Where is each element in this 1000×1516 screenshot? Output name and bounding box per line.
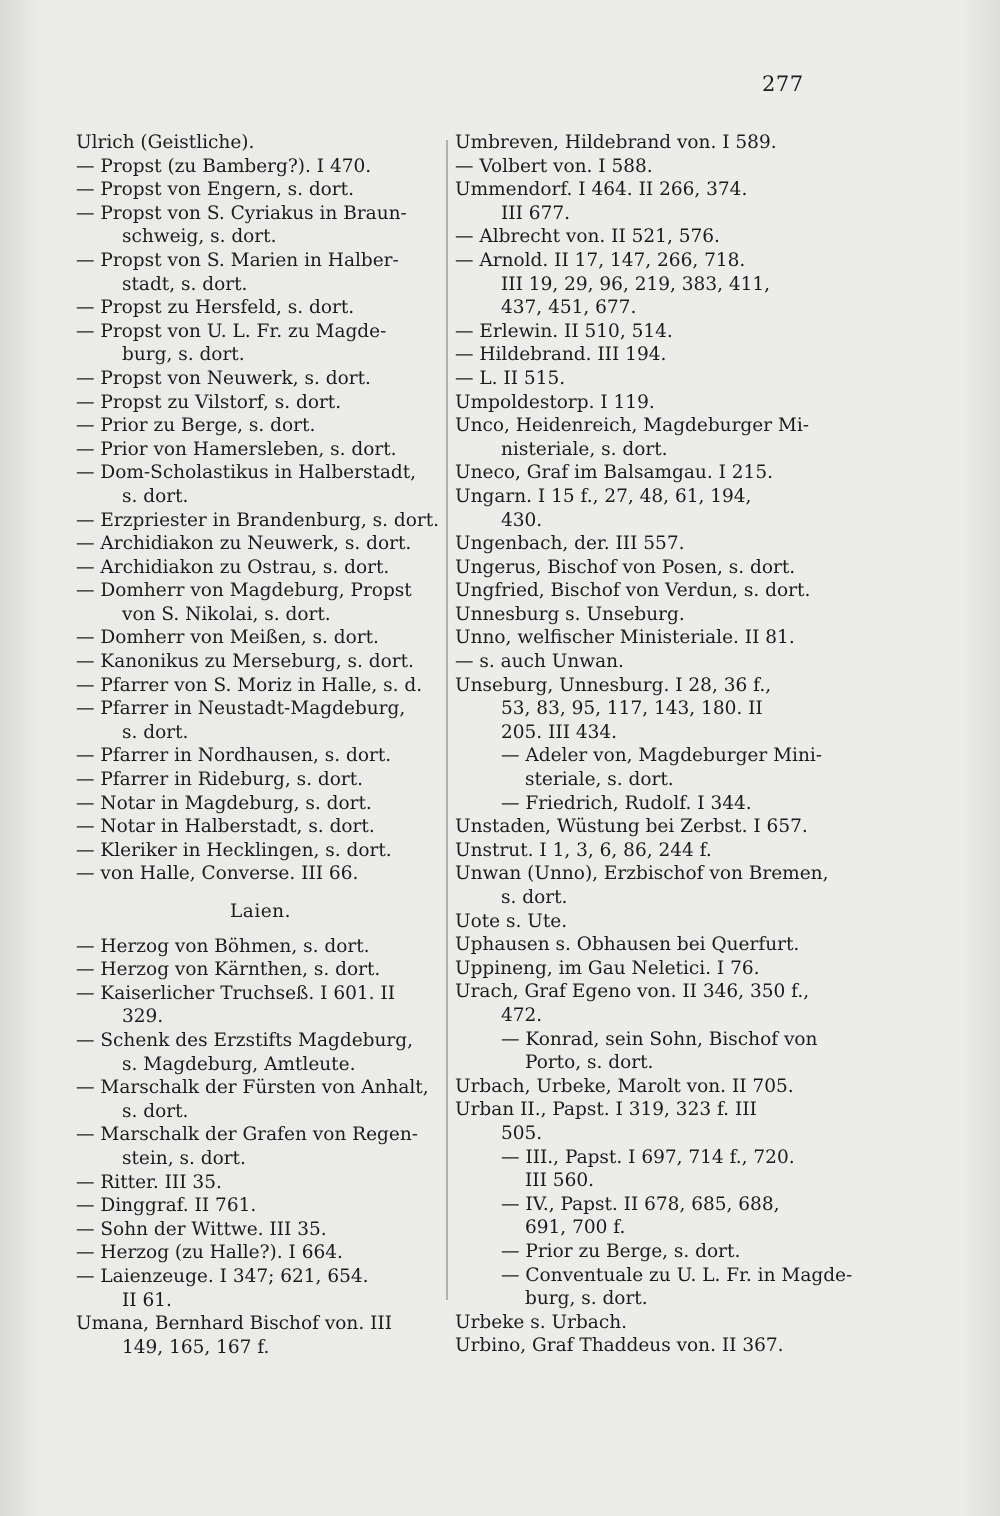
index-entry-line: Unstrut. I 1, 3, 6, 86, 244 f.	[455, 839, 712, 861]
index-entry	[76, 1241, 438, 1265]
index-entry	[455, 461, 823, 485]
index-entry	[455, 1311, 823, 1335]
index-entry-line: — Kleriker in Hecklingen, s. dort.	[76, 839, 392, 861]
index-entry	[455, 249, 823, 320]
index-entry-line: — Archidiakon zu Ostrau, s. dort.	[76, 556, 390, 578]
index-entry-line: — Erlewin. II 510, 514.	[455, 320, 673, 342]
index-entry-line: Ungenbach, der. III 557.	[455, 533, 685, 555]
index-entry	[455, 556, 823, 580]
index-entry-line: — Propst zu Hersfeld, s. dort.	[76, 297, 355, 319]
index-entry-line: — Ritter. III 35.	[76, 1171, 222, 1193]
index-entry-line: — von Halle, Converse. III 66.	[76, 863, 359, 885]
index-entry-line: — Propst von Engern, s. dort.	[76, 179, 354, 201]
index-entry	[76, 1029, 438, 1076]
index-entry	[455, 839, 823, 863]
index-entry-line: — Pfarrer in Nordhausen, s. dort.	[76, 745, 392, 767]
index-entry	[455, 957, 823, 981]
page-number: 277	[762, 72, 804, 96]
index-entry-line: — L. II 515.	[455, 367, 566, 389]
index-entry-line: — Kanonikus zu Merseburg, s. dort.	[76, 651, 414, 673]
index-entry-line: — Pfarrer von S. Moriz in Halle, s. d.	[76, 674, 423, 696]
index-entry-line: — Arnold. II 17, 147, 266, 718.	[455, 249, 746, 271]
index-entry-line: 205. III 434.	[501, 721, 618, 743]
index-entry	[76, 650, 438, 674]
index-entry-line: — Prior von Hamersleben, s. dort.	[76, 438, 397, 460]
index-entry-line: — Prior zu Berge, s. dort.	[76, 415, 316, 437]
index-entry	[455, 910, 823, 934]
index-entry	[76, 958, 438, 982]
index-entry-line: 149, 165, 167 f.	[122, 1336, 270, 1358]
index-entry	[455, 367, 823, 391]
index-entry-line: — Pfarrer in Neustadt-Magdeburg,	[76, 698, 406, 720]
index-entry	[455, 1264, 853, 1311]
index-entry-line: — Propst zu Vilstorf, s. dort.	[76, 391, 342, 413]
index-entry-line: — Adeler von, Magdeburger Mini-	[501, 745, 823, 767]
index-entry-line: s. dort.	[122, 721, 189, 743]
left-list-geistliche	[76, 131, 438, 886]
index-entry-line: burg, s. dort.	[122, 344, 245, 366]
index-entry-line: III 677.	[501, 202, 570, 224]
index-entry-line: — Domherr von Magdeburg, Propst	[76, 580, 412, 602]
index-entry-line: Uote s. Ute.	[455, 910, 568, 932]
index-entry-line: schweig, s. dort.	[122, 226, 277, 248]
index-entry-line: stein, s. dort.	[122, 1147, 246, 1169]
index-entry	[455, 933, 823, 957]
index-entry	[76, 1312, 438, 1359]
index-entry-line: — Herzog (zu Halle?). I 664.	[76, 1242, 343, 1264]
index-entry	[76, 461, 438, 508]
index-entry	[455, 674, 823, 745]
index-entry	[455, 1240, 823, 1264]
index-entry-line: s. dort.	[122, 1100, 189, 1122]
index-entry	[76, 556, 438, 580]
index-entry	[455, 155, 823, 179]
index-entry-line: s. dort.	[501, 887, 568, 908]
index-entry	[76, 155, 438, 179]
index-entry-line: Urbino, Graf Thaddeus von. II 367.	[455, 1335, 784, 1357]
index-entry	[76, 697, 438, 744]
index-entry	[76, 1076, 438, 1123]
index-entry-line: Ulrich (Geistliche).	[76, 132, 255, 153]
index-entry	[76, 1194, 438, 1218]
index-entry	[455, 1334, 823, 1358]
index-entry	[76, 982, 438, 1029]
index-entry	[76, 626, 438, 650]
index-entry	[455, 1028, 823, 1075]
index-entry-line: — Dinggraf. II 761.	[76, 1195, 257, 1217]
index-entry	[455, 579, 823, 603]
index-entry-line: Uppineng, im Gau Neletici. I 76.	[455, 957, 760, 979]
index-entry-line: — Schenk des Erzstifts Magdeburg,	[76, 1029, 413, 1051]
index-entry-line: Umpoldestorp. I 119.	[455, 391, 655, 413]
index-entry	[76, 839, 438, 863]
index-entry	[455, 980, 823, 1027]
index-entry	[76, 579, 438, 626]
index-entry-line: — s. auch Unwan.	[455, 651, 624, 673]
index-entry-line: Ungfried, Bischof von Verdun, s. dort.	[455, 580, 811, 602]
index-entry	[455, 1098, 823, 1145]
index-entry	[455, 862, 829, 909]
index-entry-line: — Kaiserlicher Truchseß. I 601. II	[76, 982, 396, 1004]
index-entry-line: Urach, Graf Egeno von. II 346, 350 f.,	[455, 981, 810, 1003]
index-entry	[76, 1123, 438, 1170]
index-entry	[455, 532, 823, 556]
index-entry-line: 472.	[501, 1004, 543, 1026]
index-entry-line: — Conventuale zu U. L. Fr. in Magde-	[501, 1264, 853, 1286]
column-divider	[446, 140, 448, 1300]
index-entry	[455, 792, 823, 816]
index-entry	[455, 391, 823, 415]
index-entry-line: — Erzpriester in Brandenburg, s. dort.	[76, 509, 440, 531]
index-entry	[76, 178, 438, 202]
index-entry-line: — Domherr von Meißen, s. dort.	[76, 627, 379, 649]
index-entry	[455, 1075, 823, 1099]
index-entry-line: 437, 451, 677.	[501, 297, 637, 319]
index-entry-line: — Propst von U. L. Fr. zu Magde-	[76, 320, 387, 342]
index-entry-line: — Albrecht von. II 521, 576.	[455, 226, 720, 248]
index-entry	[455, 320, 823, 344]
index-entry	[76, 935, 438, 959]
index-entry	[76, 509, 438, 533]
index-entry-line: stadt, s. dort.	[122, 273, 248, 295]
index-entry-line: nisteriale, s. dort.	[501, 438, 668, 460]
index-entry-line: — Konrad, sein Sohn, Bischof von	[501, 1028, 818, 1050]
index-entry	[455, 131, 823, 155]
index-entry-line: Unnesburg s. Unseburg.	[455, 603, 685, 625]
index-entry	[455, 343, 823, 367]
index-entry-line: — IV., Papst. II 678, 685, 688,	[501, 1193, 780, 1215]
index-entry	[76, 768, 438, 792]
index-entry-line: Urbeke s. Urbach.	[455, 1311, 627, 1333]
index-entry-line: — Sohn der Wittwe. III 35.	[76, 1218, 327, 1240]
index-entry	[455, 626, 823, 650]
index-entry-line: Uneco, Graf im Balsamgau. I 215.	[455, 462, 773, 484]
index-entry	[76, 131, 438, 155]
index-entry-line: Porto, s. dort.	[525, 1052, 654, 1074]
index-entry-line: — Notar in Halberstadt, s. dort.	[76, 816, 375, 838]
index-entry-line: — III., Papst. I 697, 714 f., 720.	[501, 1146, 795, 1168]
index-entry-line: Umbreven, Hildebrand von. I 589.	[455, 132, 777, 153]
index-entry-line: — Laienzeuge. I 347; 621, 654.	[76, 1265, 369, 1287]
index-entry-line: — Marschalk der Grafen von Regen-	[76, 1124, 418, 1146]
right-column	[455, 131, 853, 1358]
index-entry-line: Umana, Bernhard Bischof von. III	[76, 1313, 393, 1335]
index-entry	[455, 744, 823, 791]
index-entry-line: Urban II., Papst. I 319, 323 f. III	[455, 1099, 757, 1121]
index-entry-line: — Notar in Magdeburg, s. dort.	[76, 792, 372, 814]
index-entry	[76, 202, 438, 249]
left-list-laien	[76, 935, 438, 1360]
index-entry-line: Ummendorf. I 464. II 266, 374.	[455, 179, 748, 201]
index-entry	[76, 1171, 438, 1195]
index-entry-line: 430.	[501, 509, 543, 531]
index-entry	[76, 391, 438, 415]
index-entry	[76, 744, 438, 768]
index-entry-line: — Hildebrand. III 194.	[455, 344, 667, 366]
index-entry	[76, 367, 438, 391]
index-entry-line: — Marschalk der Fürsten von Anhalt,	[76, 1077, 429, 1099]
index-entry-line: — Friedrich, Rudolf. I 344.	[501, 792, 752, 814]
index-entry-line: III 19, 29, 96, 219, 383, 411,	[501, 273, 771, 295]
index-entry-line: Ungarn. I 15 f., 27, 48, 61, 194,	[455, 485, 752, 507]
index-entry	[76, 792, 438, 816]
index-entry-line: von S. Nikolai, s. dort.	[122, 603, 331, 625]
index-entry-line: 505.	[501, 1122, 543, 1144]
left-column	[76, 131, 438, 1359]
index-entry-line: — Herzog von Böhmen, s. dort.	[76, 935, 370, 957]
index-entry-line: Unno, welfischer Ministeriale. II 81.	[455, 627, 795, 649]
index-entry	[76, 414, 438, 438]
index-entry-line: burg, s. dort.	[525, 1288, 648, 1310]
index-entry	[76, 438, 438, 462]
index-entry	[455, 1146, 823, 1193]
index-entry-line: 53, 83, 95, 117, 143, 180. II	[501, 698, 763, 720]
index-entry-line: — Propst von S. Cyriakus in Braun-	[76, 202, 407, 224]
index-entry	[455, 178, 823, 225]
index-entry-line: Uphausen s. Obhausen bei Querfurt.	[455, 934, 800, 956]
index-entry-line: — Propst von Neuwerk, s. dort.	[76, 367, 371, 389]
index-entry-line: s. Magdeburg, Amtleute.	[122, 1053, 356, 1075]
index-entry-line: Ungerus, Bischof von Posen, s. dort.	[455, 556, 796, 578]
index-entry-line: III 560.	[525, 1170, 594, 1192]
index-entry-line: 691, 700 f.	[525, 1217, 626, 1239]
index-entry-line: s. dort.	[122, 485, 189, 507]
index-entry-line: Unco, Heidenreich, Magdeburger Mi-	[455, 415, 810, 437]
section-heading-laien: Laien.	[230, 901, 291, 922]
index-entry-line: steriale, s. dort.	[525, 769, 674, 791]
index-entry	[76, 862, 438, 886]
index-entry-line: — Volbert von. I 588.	[455, 155, 653, 177]
index-entry	[76, 249, 438, 296]
index-entry-line: — Archidiakon zu Neuwerk, s. dort.	[76, 533, 412, 555]
index-entry-line: — Prior zu Berge, s. dort.	[501, 1240, 741, 1262]
index-entry	[455, 1193, 823, 1240]
index-entry-line: — Pfarrer in Rideburg, s. dort.	[76, 769, 364, 791]
index-entry	[76, 296, 438, 320]
index-entry-line: Unseburg, Unnesburg. I 28, 36 f.,	[455, 674, 772, 696]
index-entry-line: — Propst von S. Marien in Halber-	[76, 249, 399, 271]
index-entry	[455, 603, 823, 627]
index-entry	[76, 674, 438, 698]
index-entry-line: II 61.	[122, 1289, 172, 1311]
index-entry-line: Unwan (Unno), Erzbischof von Bremen,	[455, 863, 829, 885]
index-entry	[455, 650, 823, 674]
index-entry	[455, 815, 823, 839]
index-entry	[76, 1218, 438, 1242]
index-entry-line: Urbach, Urbeke, Marolt von. II 705.	[455, 1075, 794, 1097]
index-entry-line: — Propst (zu Bamberg?). I 470.	[76, 155, 372, 177]
index-entry-line: Unstaden, Wüstung bei Zerbst. I 657.	[455, 816, 808, 838]
index-entry	[76, 532, 438, 556]
right-list	[455, 131, 853, 1358]
index-entry	[76, 320, 438, 367]
index-entry-line: — Dom-Scholastikus in Halberstadt,	[76, 462, 417, 484]
index-entry	[455, 485, 823, 532]
index-entry	[455, 225, 823, 249]
index-entry-line: 329.	[122, 1006, 164, 1028]
index-entry	[76, 1265, 438, 1312]
index-entry	[455, 414, 823, 461]
index-entry	[76, 815, 438, 839]
index-entry-line: — Herzog von Kärnthen, s. dort.	[76, 959, 381, 981]
